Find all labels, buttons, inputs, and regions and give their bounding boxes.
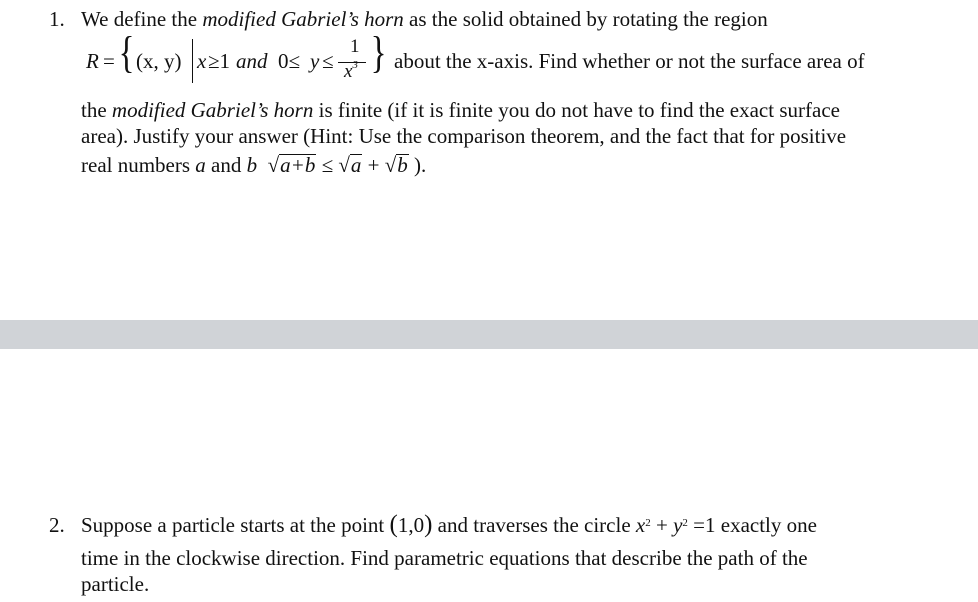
eq-y-exponent: 2 bbox=[682, 517, 688, 529]
le-sign: ≤ bbox=[316, 153, 339, 177]
point-coords: 1,0 bbox=[397, 513, 425, 537]
set-pair: (x, y) bbox=[136, 49, 182, 73]
p1-line3-term: modified Gabriel’s horn bbox=[111, 98, 314, 122]
cond-y: y bbox=[310, 49, 320, 73]
p2-line1-text-c: exactly one bbox=[715, 513, 817, 537]
set-equals: = bbox=[103, 49, 115, 73]
p2-line1-text-a: Suppose a particle starts at the point bbox=[81, 513, 390, 537]
p1-line1-text-a: We define the bbox=[81, 7, 203, 31]
sqrt-a-plus-b: a+b bbox=[280, 153, 316, 177]
point-close-paren: ) bbox=[424, 511, 433, 538]
p1-line5-text: real numbers bbox=[81, 153, 196, 177]
p1-line3-text-b: is finite (if it is finite you do not have to find the exact surface bbox=[313, 98, 840, 122]
cond-zero: 0≤ bbox=[278, 49, 301, 73]
eq-y: y bbox=[673, 513, 683, 537]
problem-1-line-3 bbox=[81, 98, 840, 122]
p1-line5-and: and bbox=[205, 153, 247, 177]
sqrt-symbol-3: √ bbox=[384, 153, 397, 177]
eq-plus: + bbox=[650, 513, 674, 537]
page-divider-band bbox=[0, 320, 978, 349]
cond-rel: ≥1 bbox=[208, 49, 231, 73]
p1-line1-text-b: as the solid obtained by rotating the region bbox=[403, 7, 768, 31]
set-name: R bbox=[86, 49, 99, 73]
denominator-exponent: 3 bbox=[352, 59, 358, 71]
sqrt-b: b bbox=[397, 153, 408, 177]
fraction-numerator: 1 bbox=[350, 36, 360, 57]
eq-rhs: =1 bbox=[687, 513, 716, 537]
fraction-denominator bbox=[344, 61, 358, 83]
cond-le: ≤ bbox=[322, 49, 334, 73]
eq-x: x bbox=[635, 513, 646, 537]
problem-2-number: 2. bbox=[49, 513, 65, 537]
problem-1-line-2-rest: about the x-axis. Find whether or not the surface area of bbox=[394, 49, 865, 73]
set-bar bbox=[192, 39, 193, 83]
right-brace: } bbox=[370, 28, 387, 77]
problem-2-line-2: time in the clockwise direction. Find parametric equations that describe the path of the bbox=[81, 546, 808, 570]
problem-1-line-4: area). Justify your answer (Hint: Use the comparison theorem, and the fact that for positive bbox=[81, 124, 847, 148]
problem-1-number: 1. bbox=[49, 7, 65, 31]
denominator-x: x bbox=[344, 61, 353, 82]
sqrt-symbol-2: √ bbox=[338, 153, 350, 177]
point-open-paren: ( bbox=[389, 511, 398, 538]
problem-1-line-5 bbox=[81, 153, 426, 177]
sqrt-a: a bbox=[350, 153, 362, 177]
var-b: b bbox=[246, 153, 258, 177]
p1-line5-end: ). bbox=[408, 153, 427, 177]
problem-2-line-3: particle. bbox=[81, 572, 150, 596]
p1-line3-text-a: the bbox=[81, 98, 112, 122]
problem-1-line-1 bbox=[81, 7, 768, 31]
sqrt-symbol-1: √ bbox=[267, 153, 280, 177]
left-brace: { bbox=[118, 28, 135, 77]
p2-line1-text-b: and traverses the circle bbox=[432, 513, 636, 537]
plus-sign: + bbox=[362, 153, 385, 177]
cond-x: x bbox=[197, 49, 207, 73]
eq-x-exponent: 2 bbox=[645, 517, 651, 529]
cond-and: and bbox=[236, 49, 268, 73]
var-a: a bbox=[195, 153, 206, 177]
problem-2-line-1 bbox=[81, 513, 817, 537]
p1-term: modified Gabriel’s horn bbox=[202, 7, 404, 31]
